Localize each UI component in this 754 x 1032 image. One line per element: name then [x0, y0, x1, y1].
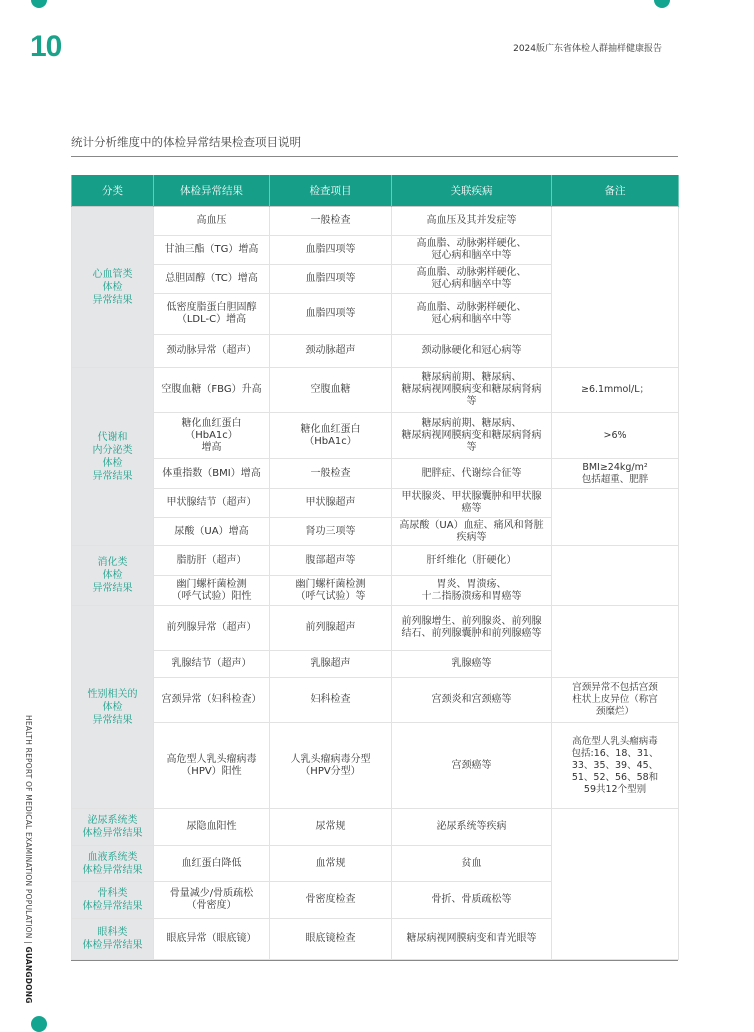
table-row [72, 606, 679, 651]
disease-cell: 胃炎、胃溃疡、 十二指肠溃疡和胃癌等 [392, 576, 552, 606]
result-cell: 尿酸（UA）增高 [154, 518, 270, 546]
result-cell: 甲状腺结节（超声） [154, 489, 270, 518]
section-divider [71, 156, 678, 157]
page-number: 10 [30, 30, 62, 63]
exam-item-cell: 肾功三项等 [270, 518, 392, 546]
result-cell: 前列腺异常（超声） [154, 606, 270, 651]
section-title: 统计分析维度中的体检异常结果检查项目说明 [71, 135, 301, 149]
exam-item-cell: 眼底镜检查 [270, 919, 392, 960]
disease-cell: 高血脂、动脉粥样硬化、 冠心病和脑卒中等 [392, 236, 552, 265]
disease-cell: 颈动脉硬化和冠心病等 [392, 335, 552, 368]
exam-item-cell: 幽门螺杆菌检测 （呼气试验）等 [270, 576, 392, 606]
result-cell: 幽门螺杆菌检测 （呼气试验）阳性 [154, 576, 270, 606]
exam-item-cell: 颈动脉超声 [270, 335, 392, 368]
side-separator: | [24, 941, 33, 947]
corner-dot-top-left [31, 0, 47, 8]
category-cell: 血液系统类 体检异常结果 [72, 846, 154, 882]
exam-item-cell: 血常规 [270, 846, 392, 882]
table-body [72, 207, 679, 960]
table-row [72, 207, 679, 236]
note-cell: 高危型人乳头瘤病毒 包括:16、18、31、 33、35、39、45、 51、52、56、58和 59共12个型别 [552, 723, 679, 809]
side-text-bold: GUANGDONG [24, 946, 33, 1004]
table-row [72, 678, 679, 723]
disease-cell: 高血脂、动脉粥样硬化、 冠心病和脑卒中等 [392, 265, 552, 294]
table-row [72, 459, 679, 489]
category-cell: 泌尿系统类 体检异常结果 [72, 809, 154, 846]
disease-cell: 肝纤维化（肝硬化） [392, 546, 552, 576]
exam-item-cell: 尿常规 [270, 809, 392, 846]
category-cell: 骨科类 体检异常结果 [72, 882, 154, 919]
table-row [72, 489, 679, 518]
result-cell: 颈动脉异常（超声） [154, 335, 270, 368]
table-row [72, 809, 679, 846]
result-cell: 眼底异常（眼底镜） [154, 919, 270, 960]
header-disease: 关联疾病 [392, 175, 552, 207]
note-cell [552, 606, 679, 678]
disease-cell: 前列腺增生、前列腺炎、前列腺 结石、前列腺囊肿和前列腺癌等 [392, 606, 552, 651]
table-header-row [72, 175, 679, 207]
category-cell: 消化类 体检 异常结果 [72, 546, 154, 606]
note-cell: BMI≥24kg/m² 包括超重、肥胖 [552, 459, 679, 489]
exam-item-cell: 甲状腺超声 [270, 489, 392, 518]
disease-cell: 高血脂、动脉粥样硬化、 冠心病和脑卒中等 [392, 294, 552, 335]
exam-item-cell: 乳腺超声 [270, 651, 392, 678]
disease-cell: 高尿酸（UA）血症、痛风和肾脏 疾病等 [392, 518, 552, 546]
table-row [72, 368, 679, 413]
disease-cell: 甲状腺炎、甲状腺囊肿和甲状腺 癌等 [392, 489, 552, 518]
exam-item-cell: 血脂四项等 [270, 294, 392, 335]
exam-item-cell: 妇科检查 [270, 678, 392, 723]
header-result: 体检异常结果 [154, 175, 270, 207]
corner-dot-top-right [654, 0, 670, 8]
disease-cell: 糖尿病前期、糖尿病、 糖尿病视网膜病变和糖尿病肾病 等 [392, 368, 552, 413]
exam-item-cell: 一般检查 [270, 207, 392, 236]
corner-dot-bottom-left [31, 1016, 47, 1032]
exam-item-cell: 骨密度检查 [270, 882, 392, 919]
report-title: 2024版广东省体检人群抽样健康报告 [513, 44, 662, 54]
note-cell: 宫颈异常不包括宫颈 柱状上皮异位（称宫 颈糜烂） [552, 678, 679, 723]
table-row [72, 413, 679, 459]
result-cell: 高血压 [154, 207, 270, 236]
exam-item-cell: 人乳头瘤病毒分型 （HPV分型） [270, 723, 392, 809]
disease-cell: 宫颈癌等 [392, 723, 552, 809]
result-cell: 高危型人乳头瘤病毒 （HPV）阳性 [154, 723, 270, 809]
table-row [72, 723, 679, 809]
exam-item-cell: 血脂四项等 [270, 265, 392, 294]
note-cell [552, 546, 679, 606]
note-cell: >6% [552, 413, 679, 459]
disease-cell: 宫颈炎和宫颈癌等 [392, 678, 552, 723]
result-cell: 糖化血红蛋白（HbA1c） 增高 [154, 413, 270, 459]
disease-cell: 骨折、骨质疏松等 [392, 882, 552, 919]
result-cell: 宫颈异常（妇科检查） [154, 678, 270, 723]
header-exam-item: 检查项目 [270, 175, 392, 207]
result-cell: 低密度脂蛋白胆固醇 （LDL-C）增高 [154, 294, 270, 335]
result-cell: 尿隐血阳性 [154, 809, 270, 846]
category-cell: 代谢和 内分泌类 体检 异常结果 [72, 368, 154, 546]
exam-item-cell: 前列腺超声 [270, 606, 392, 651]
result-cell: 血红蛋白降低 [154, 846, 270, 882]
result-cell: 空腹血糖（FBG）升高 [154, 368, 270, 413]
disease-cell: 高血压及其并发症等 [392, 207, 552, 236]
bottom-divider [71, 960, 678, 961]
header-category: 分类 [72, 175, 154, 207]
result-cell: 甘油三酯（TG）增高 [154, 236, 270, 265]
exam-item-cell: 血脂四项等 [270, 236, 392, 265]
disease-cell: 贫血 [392, 846, 552, 882]
note-cell [552, 207, 679, 368]
exam-item-cell: 空腹血糖 [270, 368, 392, 413]
exam-item-cell: 腹部超声等 [270, 546, 392, 576]
disease-cell: 糖尿病前期、糖尿病、 糖尿病视网膜病变和糖尿病肾病 等 [392, 413, 552, 459]
exam-items-table [71, 175, 679, 960]
exam-item-cell: 糖化血红蛋白 （HbA1c） [270, 413, 392, 459]
result-cell: 体重指数（BMI）增高 [154, 459, 270, 489]
category-cell: 心血管类 体检 异常结果 [72, 207, 154, 368]
note-cell: ≥6.1mmol/L； [552, 368, 679, 413]
disease-cell: 泌尿系统等疾病 [392, 809, 552, 846]
category-cell: 性别相关的 体检 异常结果 [72, 606, 154, 809]
result-cell: 骨量减少/骨质疏松 （骨密度） [154, 882, 270, 919]
header-note: 备注 [552, 175, 679, 207]
note-cell [552, 489, 679, 546]
disease-cell: 糖尿病视网膜病变和青光眼等 [392, 919, 552, 960]
result-cell: 乳腺结节（超声） [154, 651, 270, 678]
side-running-text [24, 715, 33, 1004]
disease-cell: 乳腺癌等 [392, 651, 552, 678]
table-row [72, 546, 679, 576]
result-cell: 总胆固醇（TC）增高 [154, 265, 270, 294]
result-cell: 脂肪肝（超声） [154, 546, 270, 576]
exam-item-cell: 一般检查 [270, 459, 392, 489]
note-cell [552, 809, 679, 960]
side-text-light: HEALTH REPORT OF MEDICAL EXAMINATION POPULATION [24, 715, 33, 939]
category-cell: 眼科类 体检异常结果 [72, 919, 154, 960]
disease-cell: 肥胖症、代谢综合征等 [392, 459, 552, 489]
